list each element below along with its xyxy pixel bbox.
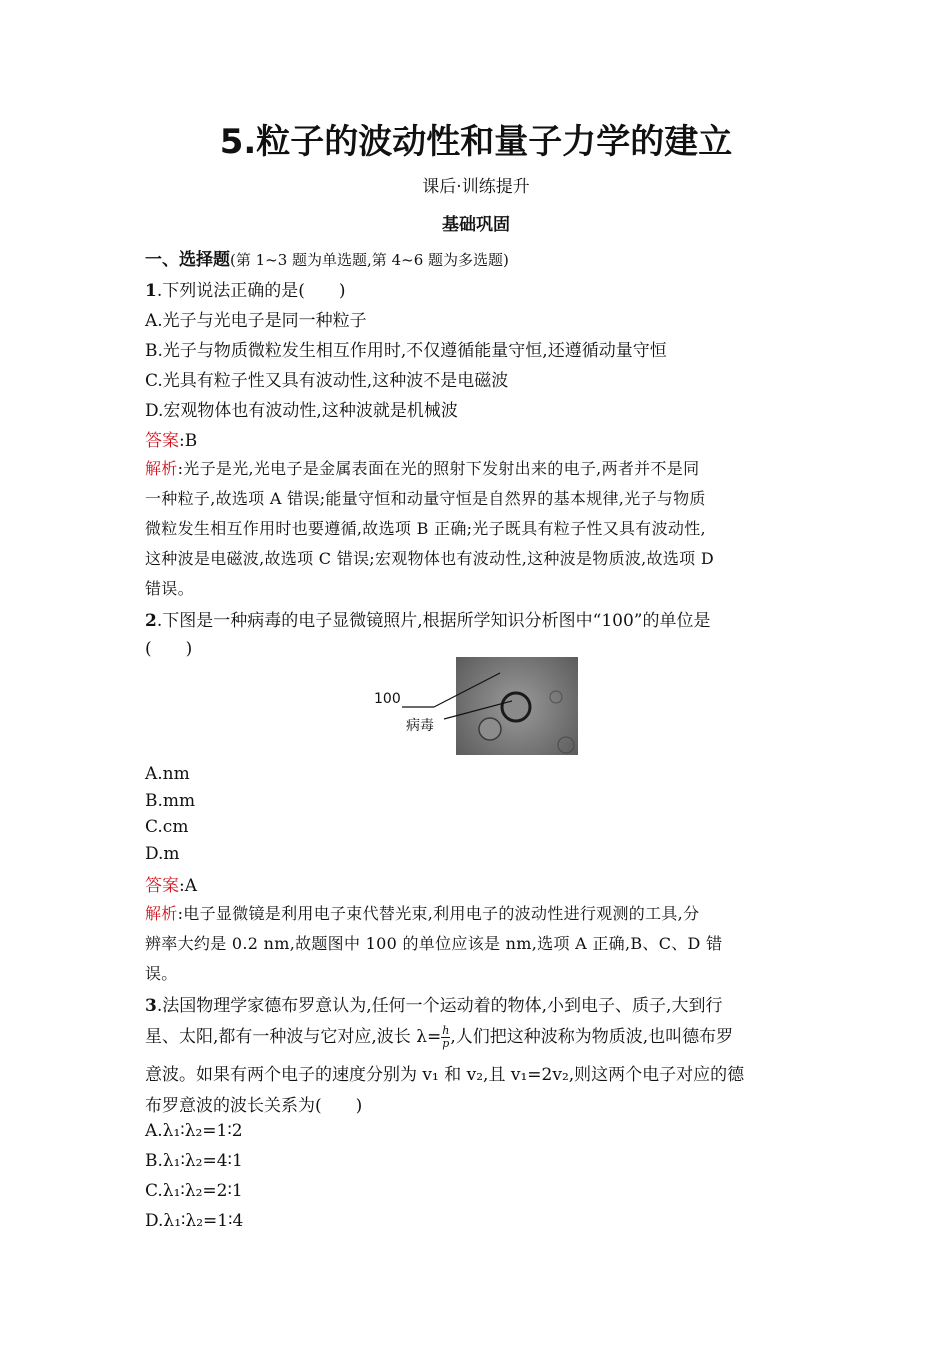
q2-analysis-line-3: 误。 xyxy=(145,964,178,983)
q2-stem-blank: ( ) xyxy=(145,639,193,659)
q1-option-b: B.光子与物质微粒发生相互作用时,不仅遵循能量守恒,还遵循动量守恒 xyxy=(145,341,667,361)
q3-option-d: D.λ₁∶λ₂=1∶4 xyxy=(145,1211,244,1231)
q3-option-b: B.λ₁∶λ₂=4∶1 xyxy=(145,1151,243,1171)
q2-option-b: B.mm xyxy=(145,791,196,811)
part-heading xyxy=(145,245,509,270)
q1-option-c: C.光具有粒子性又具有波动性,这种波不是电磁波 xyxy=(145,371,509,391)
virus-micrograph-figure xyxy=(372,657,582,757)
q2-stem-text: .下图是一种病毒的电子显微镜照片,根据所学知识分析图中“100”的单位是 xyxy=(156,611,711,631)
figure-label-virus: 病毒 xyxy=(406,718,434,734)
figure-label-100: 100 xyxy=(374,691,401,707)
q2-analysis-text-1: :电子显微镜是利用电子束代替光束,利用电子的波动性进行观测的工具,分 xyxy=(177,904,700,923)
part-note: (第 1~3 题为单选题,第 4~6 题为多选题) xyxy=(230,251,509,269)
q2-option-d: D.m xyxy=(145,844,180,864)
q1-number: 1 xyxy=(145,281,157,301)
q3-line-1 xyxy=(145,991,722,1016)
q1-option-a: A.光子与光电子是同一种粒子 xyxy=(145,311,367,331)
q2-analysis-line-1 xyxy=(145,901,699,924)
leader-line-virus xyxy=(444,701,512,719)
fraction-denominator: p xyxy=(442,1037,450,1050)
q2-analysis-label: 解析 xyxy=(145,904,178,923)
leader-line-100 xyxy=(434,673,500,707)
section-heading: 基础巩固 xyxy=(442,215,510,235)
q2-option-c: C.cm xyxy=(145,817,189,837)
q3-line-2a: 星、太阳,都有一种波与它对应,波长 λ= xyxy=(145,1027,442,1047)
q2-option-a: A.nm xyxy=(145,764,190,784)
q1-option-d: D.宏观物体也有波动性,这种波就是机械波 xyxy=(145,401,458,421)
q1-analysis-line-5: 错误。 xyxy=(145,579,194,598)
q3-line-3: 意波。如果有两个电子的速度分别为 v₁ 和 v₂,且 v₁=2v₂,则这两个电子对应的德 xyxy=(145,1065,745,1085)
q2-answer-label: 答案 xyxy=(145,876,179,896)
q2-answer xyxy=(145,871,197,896)
q3-line-2 xyxy=(145,1022,733,1050)
figure-leader-lines xyxy=(372,657,582,757)
q3-line-4: 布罗意波的波长关系为( ) xyxy=(145,1096,363,1116)
q1-answer xyxy=(145,426,197,451)
q2-number: 2 xyxy=(145,611,157,631)
q3-number: 3 xyxy=(145,996,157,1016)
page-title: 5.粒子的波动性和量子力学的建立 xyxy=(219,122,733,162)
q3-option-c: C.λ₁∶λ₂=2∶1 xyxy=(145,1181,243,1201)
q1-analysis-label: 解析 xyxy=(145,459,178,478)
q1-stem xyxy=(145,276,346,301)
q1-analysis-line-2: 一种粒子,故选项 A 错误;能量守恒和动量守恒是自然界的基本规律,光子与物质 xyxy=(145,489,706,508)
q1-analysis-line-3: 微粒发生相互作用时也要遵循,故选项 B 正确;光子既具有粒子性又具有波动性, xyxy=(145,519,706,538)
q3-line-1-text: .法国物理学家德布罗意认为,任何一个运动着的物体,小到电子、质子,大到行 xyxy=(156,996,723,1016)
page-subtitle: 课后·训练提升 xyxy=(422,177,530,197)
q1-stem-text: .下列说法正确的是( ) xyxy=(156,281,346,301)
part-title: 一、选择题 xyxy=(145,250,230,270)
q2-analysis-line-2: 辨率大约是 0.2 nm,故题图中 100 的单位应该是 nm,选项 A 正确,B、C、D 错 xyxy=(145,934,723,953)
q2-answer-value: :A xyxy=(179,876,198,896)
q2-stem xyxy=(145,606,710,631)
q1-analysis-line-4: 这种波是电磁波,故选项 C 错误;宏观物体也有波动性,这种波是物质波,故选项 D xyxy=(145,549,714,568)
q1-answer-label: 答案 xyxy=(145,431,179,451)
q1-answer-value: :B xyxy=(179,431,198,451)
q1-analysis-line-1 xyxy=(145,456,699,479)
wavelength-fraction xyxy=(441,1025,450,1050)
q3-line-2b: ,人们把这种波称为物质波,也叫德布罗 xyxy=(450,1027,734,1047)
fraction-numerator: h xyxy=(442,1024,450,1037)
q3-option-a: A.λ₁∶λ₂=1∶2 xyxy=(145,1121,243,1141)
q1-analysis-text-1: :光子是光,光电子是金属表面在光的照射下发射出来的电子,两者并不是同 xyxy=(177,459,700,478)
